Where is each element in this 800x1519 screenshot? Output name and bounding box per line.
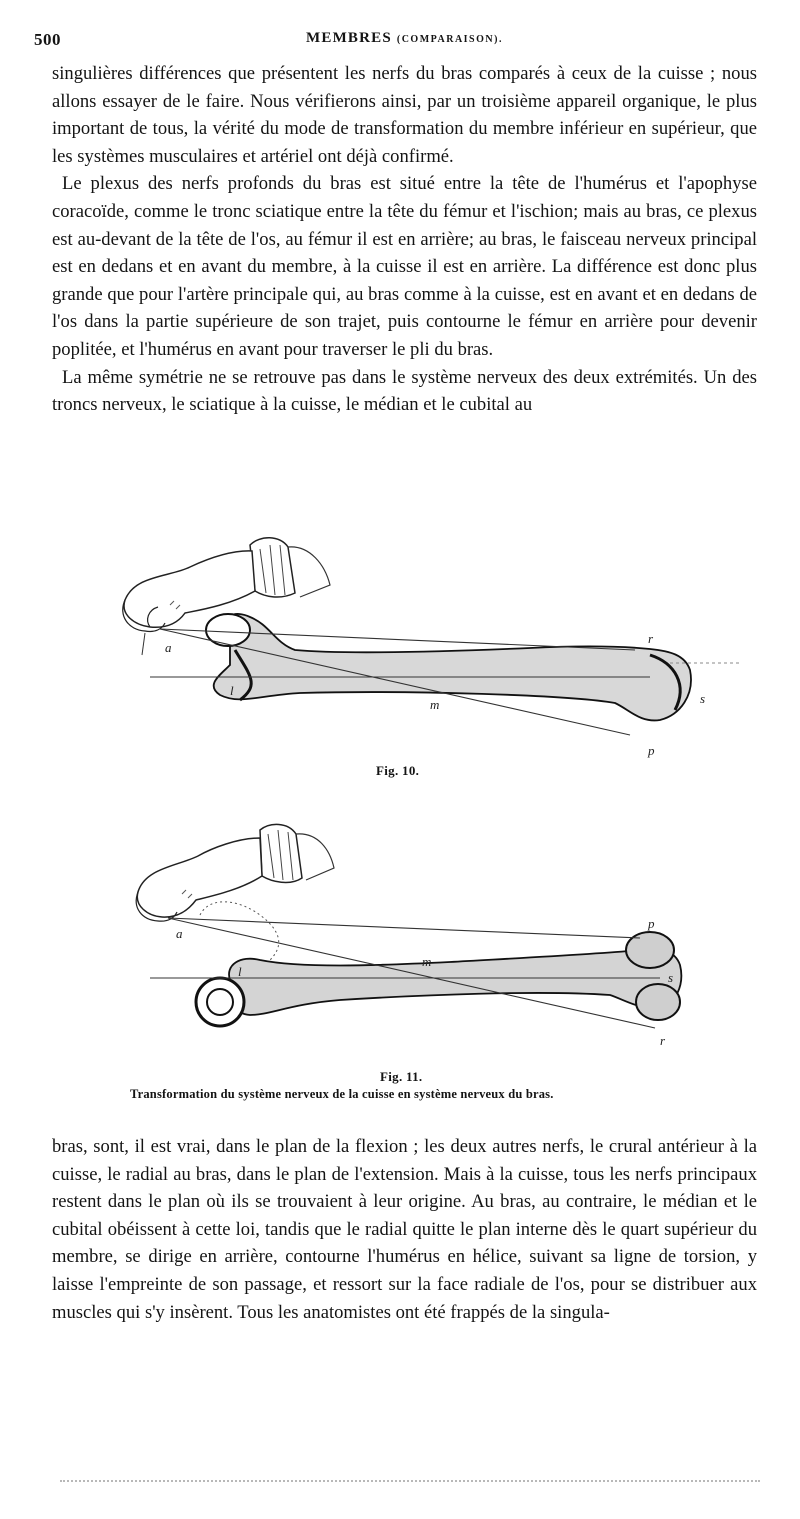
fig11-label-m: m <box>422 954 432 969</box>
fig10-label-r: r <box>648 631 654 646</box>
body-text-bottom <box>52 1133 757 1326</box>
figure-legend: Transformation du système nerveux de la cuisse en système nerveux du bras. <box>130 1087 554 1101</box>
paragraph-nerves-planes: bras, sont, il est vrai, dans le plan de la flexion ; les deux autres nerfs, le crural antérieur à la cuisse, le radial au bras, dans le plan de l'extension. Mais à la cuisse, tous les nerfs principaux restent dans le plan où ils se trouvaient à leur origine. Au bras, au contraire, le médian et le cubital obéissent à cette loi, tandis que le radial quitte le plan interne dès le quart supérieur du membre, se dirige en arrière, contourne l'humérus en hélice, suivant sa ligne de torsion, y laisse l'empreinte de son passage, et ressort sur la face radiale de l'os, pour se distribuer aux muscles qui s'y insèrent. Tous les anatomistes ont été frappés de la singula- <box>52 1136 757 1323</box>
fig10-label-a: a <box>165 640 172 655</box>
figure-10 <box>110 505 750 775</box>
figure-11 <box>120 790 740 1070</box>
fig11-label-r: r <box>660 1033 666 1048</box>
fig11-label-a: a <box>176 926 183 941</box>
figure-10-illustration <box>110 505 750 775</box>
running-head <box>306 30 503 47</box>
fig10-label-l: l <box>230 683 234 698</box>
figure-11-caption: Fig. 11. <box>380 1069 423 1084</box>
fig11-label-p: p <box>648 916 655 931</box>
paragraph-plexus: Le plexus des nerfs profonds du bras est situé entre la tête de l'humérus et l'apophyse coracoïde, comme le tronc sciatique entre la tête du fémur et l'ischion; mais au bras, ce plexus est au-devant de la tête de l'os, au fémur il est en arrière; au bras, le faisceau nerveux principal est en dedans et en avant du membre, à la cuisse il est en arrière. La différence est donc plus grande que pour l'artère principale qui, au bras comme à la cuisse, est en avant et en dedans de l'os dans la partie supérieure de son trajet, puis contourne le fémur en arrière pour devenir poplitée, et l'humérus en avant pour traverser le pli du bras. <box>52 173 757 360</box>
running-head-main: MEMBRES <box>306 30 392 46</box>
page-header <box>34 30 764 54</box>
fig11-label-s: s <box>668 970 674 985</box>
fig10-label-p: p <box>648 743 655 758</box>
paragraph-continued: singulières différences que présentent les nerfs du bras comparés à ceux de la cuisse ; nous allons essayer de le faire. Nous vérifierons ainsi, par un troisième appareil organique, le plus important de tous, la vérité du mode de transformation du membre inférieur en supérieur, que les systèmes musculaires et artériel ont déjà confirmé. <box>52 63 757 167</box>
fig10-label-s: s <box>700 691 706 706</box>
running-head-sub: (COMPARAISON). <box>396 34 503 45</box>
footer-rule <box>60 1480 760 1482</box>
page-number: 500 <box>34 30 61 49</box>
fig11-label-l: l <box>238 964 242 979</box>
fig10-label-m: m <box>430 697 440 712</box>
body-text-top <box>52 60 757 419</box>
figure-11-illustration <box>120 790 740 1070</box>
figure-10-caption: Fig. 10. <box>376 763 420 778</box>
paragraph-symmetry: La même symétrie ne se retrouve pas dans le système nerveux des deux extrémités. Un des troncs nerveux, le sciatique à la cuisse, le médian et le cubital au <box>52 366 757 416</box>
